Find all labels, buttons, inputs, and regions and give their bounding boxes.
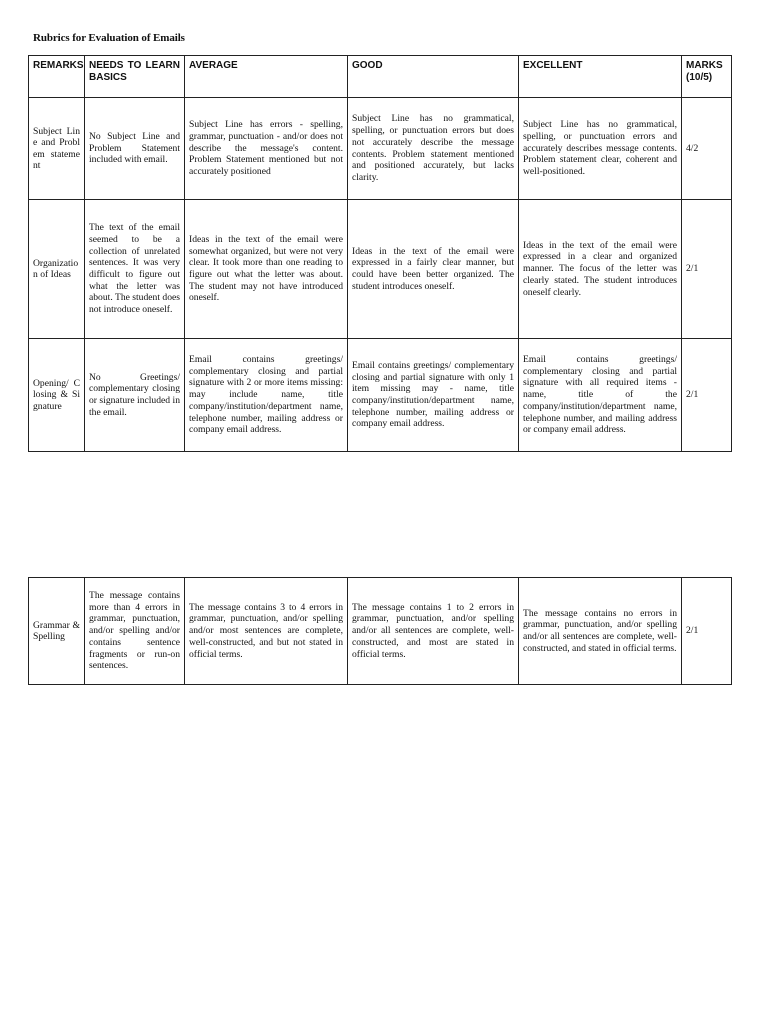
table-row: [29, 578, 732, 685]
cell-good: Subject Line has no grammatical, spelling, or punctuation errors but does not accurately describe the message contents. Problem statement mentioned and positioned accurately, but lacks clarity.: [348, 98, 519, 200]
cell-good: The message contains 1 to 2 errors in grammar, punctuation, and/or spelling and/or all sentences are complete, well-constructed, and most are stated in official terms.: [348, 578, 519, 685]
cell-needs: No Subject Line and Problem Statement included with email.: [85, 98, 185, 200]
row-label: Opening/ Closing & Signature: [29, 339, 85, 452]
cell-needs: The text of the email seemed to be a collection of unrelated sentences. It was very difficult to figure out what the letter was about. The student does not introduce oneself.: [85, 200, 185, 339]
header-needs-to-learn-basics: NEEDS TO LEARN BASICS: [85, 56, 185, 98]
rubric-table-continued: [28, 577, 732, 685]
header-remarks: REMARKS: [29, 56, 85, 98]
cell-average: Subject Line has errors - spelling, grammar, punctuation - and/or does not describe the message's content. Problem Statement mentioned but not accurately positioned: [185, 98, 348, 200]
header-good: GOOD: [348, 56, 519, 98]
cell-average: Email contains greetings/ complementary closing and partial signature with 2 or more items missing: may include name, title company/institution/department name, telephone number, mailing address or company email address.: [185, 339, 348, 452]
cell-excellent: Email contains greetings/ complementary closing and partial signature with all required items - name, title of the company/institution/department name, telephone number, and mailing address or company email address.: [519, 339, 682, 452]
table-header-row: [29, 56, 732, 98]
row-label: Subject Line and Problem statement: [29, 98, 85, 200]
table-row: [29, 339, 732, 452]
header-excellent: EXCELLENT: [519, 56, 682, 98]
table-row: [29, 200, 732, 339]
cell-marks: 2/1: [682, 578, 732, 685]
header-average: AVERAGE: [185, 56, 348, 98]
cell-marks: 2/1: [682, 200, 732, 339]
cell-excellent: Subject Line has no grammatical, spelling, or punctuation errors and accurately describes message contents. Problem statement clear, coherent and well-positioned.: [519, 98, 682, 200]
rubric-table: [28, 55, 732, 452]
row-label: Organization of Ideas: [29, 200, 85, 339]
cell-good: Email contains greetings/ complementary closing and partial signature with only 1 item missing may - name, title company/institution/department name, telephone number, mailing address or company email address.: [348, 339, 519, 452]
cell-needs: No Greetings/ complementary closing or signature included in the email.: [85, 339, 185, 452]
cell-marks: 4/2: [682, 98, 732, 200]
cell-needs: The message contains more than 4 errors in grammar, punctuation, and/or spelling and/or contains sentence fragments or run-on sentences.: [85, 578, 185, 685]
header-marks: MARKS (10/5): [682, 56, 732, 98]
cell-marks: 2/1: [682, 339, 732, 452]
row-label: Grammar & Spelling: [29, 578, 85, 685]
cell-excellent: Ideas in the text of the email were expressed in a clear and organized manner. The focus of the letter was clearly stated. The student introduces oneself clearly.: [519, 200, 682, 339]
table-row: [29, 98, 732, 200]
cell-average: Ideas in the text of the email were somewhat organized, but were not very clear. It took more than one reading to figure out what the letter was about. The student may not have introduced oneself.: [185, 200, 348, 339]
document-title: Rubrics for Evaluation of Emails: [33, 32, 185, 44]
cell-good: Ideas in the text of the email were expressed in a fairly clear manner, but could have been better organized. The student introduces oneself.: [348, 200, 519, 339]
cell-average: The message contains 3 to 4 errors in grammar, punctuation, and/or spelling and/or most sentences are complete, well-constructed, and but not stated in official terms.: [185, 578, 348, 685]
cell-excellent: The message contains no errors in grammar, punctuation, and/or spelling and/or all sentences are complete, well-constructed, and stated in official terms.: [519, 578, 682, 685]
